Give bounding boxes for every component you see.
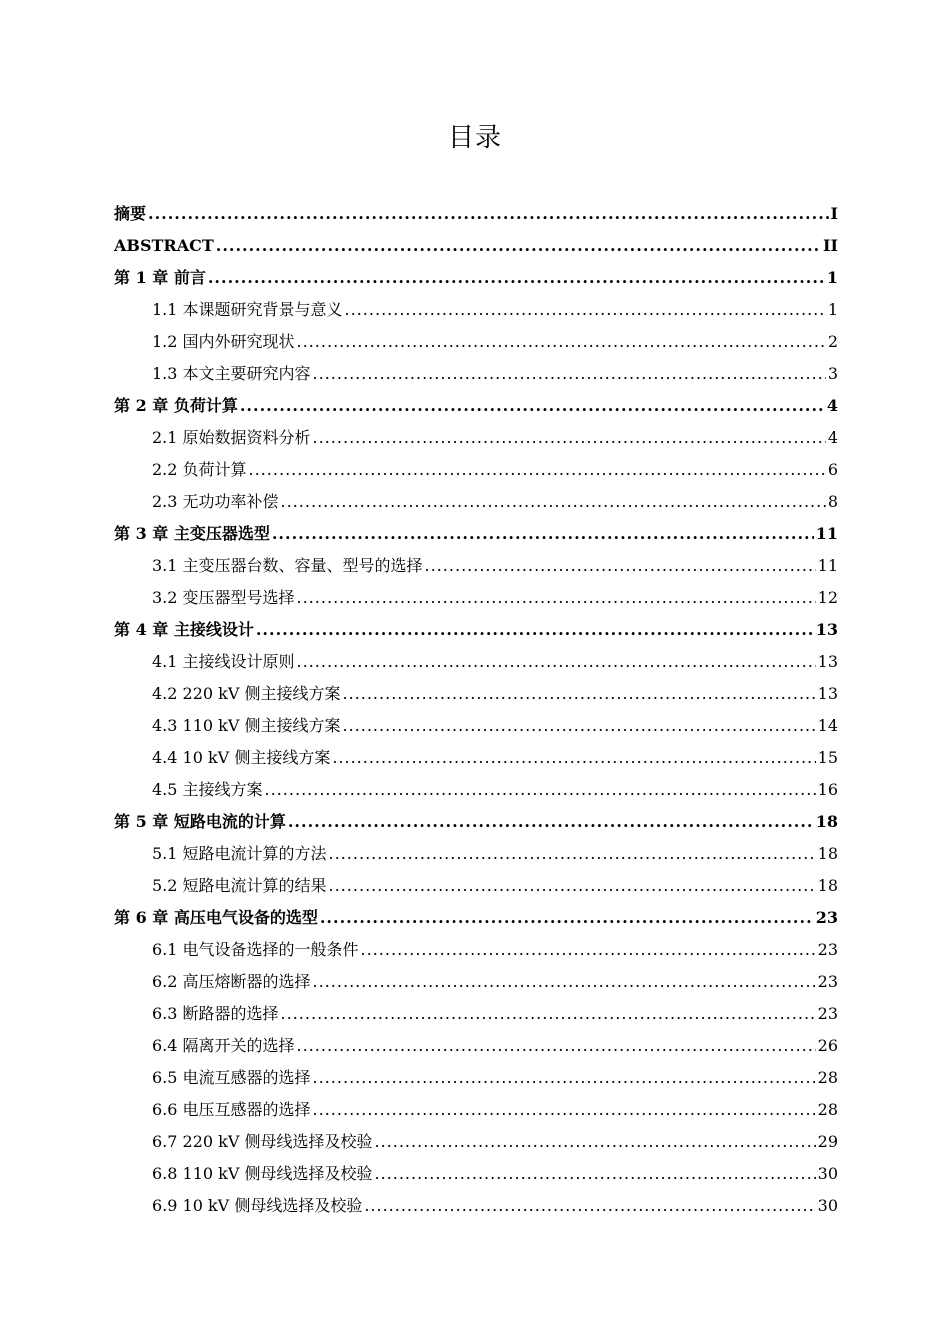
toc-entry-page-number: 30 bbox=[817, 1196, 838, 1215]
toc-section-entry[interactable] bbox=[114, 1028, 838, 1060]
toc-entry-label: 6.3 断路器的选择 bbox=[152, 1004, 279, 1023]
toc-dot-leader bbox=[329, 844, 816, 868]
toc-section-entry[interactable] bbox=[114, 580, 838, 612]
toc-title: 目录 bbox=[447, 123, 502, 153]
toc-entry-page-number: 23 bbox=[817, 940, 838, 959]
toc-entry-label: 6.4 隔离开关的选择 bbox=[152, 1036, 295, 1055]
toc-entry-page-number: I bbox=[830, 204, 838, 223]
toc-section-entry[interactable] bbox=[114, 420, 838, 452]
toc-section-entry[interactable] bbox=[114, 1156, 838, 1188]
toc-dot-leader bbox=[249, 460, 826, 484]
toc-entry-label: 第 1 章 前言 bbox=[114, 268, 206, 287]
toc-entry-page-number: 13 bbox=[815, 620, 838, 639]
toc-entry-label: 3.1 主变压器台数、容量、型号的选择 bbox=[152, 556, 423, 575]
toc-dot-leader bbox=[313, 1100, 816, 1124]
toc-section-entry[interactable] bbox=[114, 484, 838, 516]
toc-entry-page-number: 26 bbox=[817, 1036, 838, 1055]
toc-chapter-entry[interactable] bbox=[114, 516, 838, 548]
toc-entry-label: 6.2 高压熔断器的选择 bbox=[152, 972, 311, 991]
toc-entry-page-number: II bbox=[823, 236, 838, 255]
toc-dot-leader bbox=[240, 396, 825, 420]
toc-chapter-entry[interactable] bbox=[114, 804, 838, 836]
toc-dot-leader bbox=[148, 204, 829, 228]
toc-entry-page-number: 11 bbox=[817, 556, 838, 575]
toc-section-entry[interactable] bbox=[114, 1060, 838, 1092]
toc-dot-leader bbox=[281, 1004, 816, 1028]
toc-entry-page-number: 23 bbox=[817, 1004, 838, 1023]
toc-entry-page-number: 13 bbox=[817, 652, 838, 671]
toc-dot-leader bbox=[375, 1132, 816, 1156]
toc-dot-leader bbox=[313, 1068, 816, 1092]
toc-entry-page-number: 23 bbox=[815, 908, 838, 927]
toc-entry-label: 5.1 短路电流计算的方法 bbox=[152, 844, 327, 863]
toc-chapter-entry[interactable] bbox=[114, 388, 838, 420]
toc-entry-label: 第 4 章 主接线设计 bbox=[114, 620, 254, 639]
toc-entry-label: 4.1 主接线设计原则 bbox=[152, 652, 295, 671]
toc-dot-leader bbox=[272, 524, 814, 548]
toc-chapter-entry[interactable] bbox=[114, 228, 838, 260]
toc-entry-page-number: 12 bbox=[817, 588, 838, 607]
toc-chapter-entry[interactable] bbox=[114, 260, 838, 292]
toc-entry-page-number: 4 bbox=[827, 428, 838, 447]
toc-section-entry[interactable] bbox=[114, 772, 838, 804]
toc-section-entry[interactable] bbox=[114, 452, 838, 484]
toc-dot-leader bbox=[343, 716, 816, 740]
toc-dot-leader bbox=[345, 300, 826, 324]
toc-entry-page-number: 6 bbox=[827, 460, 838, 479]
toc-entry-label: 5.2 短路电流计算的结果 bbox=[152, 876, 327, 895]
toc-section-entry[interactable] bbox=[114, 676, 838, 708]
toc-dot-leader bbox=[425, 556, 816, 580]
toc-section-entry[interactable] bbox=[114, 644, 838, 676]
toc-section-entry[interactable] bbox=[114, 996, 838, 1028]
toc-entry-label: 4.5 主接线方案 bbox=[152, 780, 263, 799]
toc-entry-page-number: 29 bbox=[817, 1132, 838, 1151]
toc-entry-page-number: 8 bbox=[827, 492, 838, 511]
toc-entry-label: 2.2 负荷计算 bbox=[152, 460, 247, 479]
toc-dot-leader bbox=[256, 620, 814, 644]
toc-dot-leader bbox=[313, 364, 826, 388]
toc-entry-page-number: 14 bbox=[817, 716, 838, 735]
toc-entry-label: 1.3 本文主要研究内容 bbox=[152, 364, 311, 383]
toc-entry-label: 2.1 原始数据资料分析 bbox=[152, 428, 311, 447]
toc-section-entry[interactable] bbox=[114, 932, 838, 964]
toc-entry-label: 2.3 无功功率补偿 bbox=[152, 492, 279, 511]
toc-entry-page-number: 15 bbox=[817, 748, 838, 767]
toc-dot-leader bbox=[313, 428, 826, 452]
toc-chapter-entry[interactable] bbox=[114, 612, 838, 644]
toc-entry-label: 6.1 电气设备选择的一般条件 bbox=[152, 940, 359, 959]
toc-entry-page-number: 23 bbox=[817, 972, 838, 991]
toc-entry-label: 第 3 章 主变压器选型 bbox=[114, 524, 270, 543]
toc-entry-page-number: 2 bbox=[827, 332, 838, 351]
toc-dot-leader bbox=[313, 972, 816, 996]
toc-section-entry[interactable] bbox=[114, 324, 838, 356]
toc-entry-page-number: 28 bbox=[817, 1068, 838, 1087]
toc-entry-label: 4.4 10 kV 侧主接线方案 bbox=[152, 748, 331, 767]
toc-dot-leader bbox=[364, 1196, 815, 1220]
toc-entry-label: 6.8 110 kV 侧母线选择及校验 bbox=[152, 1164, 373, 1183]
toc-dot-leader bbox=[281, 492, 826, 516]
toc-section-entry[interactable] bbox=[114, 292, 838, 324]
toc-dot-leader bbox=[208, 268, 825, 292]
toc-entry-page-number: 3 bbox=[827, 364, 838, 383]
toc-section-entry[interactable] bbox=[114, 548, 838, 580]
toc-entry-page-number: 4 bbox=[826, 396, 838, 415]
toc-entry-page-number: 1 bbox=[827, 300, 838, 319]
toc-entry-page-number: 18 bbox=[817, 876, 838, 895]
toc-dot-leader bbox=[297, 332, 826, 356]
toc-entry-label: 6.9 10 kV 侧母线选择及校验 bbox=[152, 1196, 363, 1215]
toc-chapter-entry[interactable] bbox=[114, 196, 838, 228]
toc-dot-leader bbox=[320, 908, 814, 932]
toc-entry-label: 第 6 章 高压电气设备的选型 bbox=[114, 908, 318, 927]
toc-dot-leader bbox=[329, 876, 816, 900]
toc-dot-leader bbox=[343, 684, 816, 708]
toc-dot-leader bbox=[297, 1036, 816, 1060]
toc-chapter-entry[interactable] bbox=[114, 900, 838, 932]
toc-dot-leader bbox=[375, 1164, 816, 1188]
toc-entry-label: 第 2 章 负荷计算 bbox=[114, 396, 238, 415]
toc-entry-label: 第 5 章 短路电流的计算 bbox=[114, 812, 286, 831]
toc-entry-label: 6.5 电流互感器的选择 bbox=[152, 1068, 311, 1087]
table-of-contents bbox=[114, 196, 838, 1220]
toc-entry-page-number: 1 bbox=[826, 268, 838, 287]
toc-entry-page-number: 18 bbox=[817, 844, 838, 863]
toc-entry-page-number: 13 bbox=[817, 684, 838, 703]
toc-entry-page-number: 28 bbox=[817, 1100, 838, 1119]
toc-dot-leader bbox=[288, 812, 814, 836]
toc-entry-label: 3.2 变压器型号选择 bbox=[152, 588, 295, 607]
toc-entry-page-number: 11 bbox=[815, 524, 838, 543]
toc-section-entry[interactable] bbox=[114, 964, 838, 996]
toc-dot-leader bbox=[332, 748, 815, 772]
toc-entry-label: 1.1 本课题研究背景与意义 bbox=[152, 300, 343, 319]
toc-dot-leader bbox=[216, 236, 821, 260]
toc-entry-label: 4.2 220 kV 侧主接线方案 bbox=[152, 684, 341, 703]
toc-dot-leader bbox=[297, 588, 816, 612]
toc-entry-page-number: 30 bbox=[817, 1164, 838, 1183]
toc-section-entry[interactable] bbox=[114, 1188, 838, 1220]
toc-dot-leader bbox=[361, 940, 816, 964]
toc-section-entry[interactable] bbox=[114, 836, 838, 868]
toc-section-entry[interactable] bbox=[114, 740, 838, 772]
toc-section-entry[interactable] bbox=[114, 1124, 838, 1156]
toc-section-entry[interactable] bbox=[114, 868, 838, 900]
toc-entry-label: 6.7 220 kV 侧母线选择及校验 bbox=[152, 1132, 373, 1151]
toc-entry-label: 6.6 电压互感器的选择 bbox=[152, 1100, 311, 1119]
toc-section-entry[interactable] bbox=[114, 356, 838, 388]
toc-entry-label: 摘要 bbox=[114, 204, 147, 223]
toc-entry-page-number: 18 bbox=[815, 812, 838, 831]
toc-dot-leader bbox=[265, 780, 816, 804]
toc-entry-label: ABSTRACT bbox=[114, 236, 214, 255]
toc-entry-label: 1.2 国内外研究现状 bbox=[152, 332, 295, 351]
toc-entry-label: 4.3 110 kV 侧主接线方案 bbox=[152, 716, 341, 735]
toc-dot-leader bbox=[297, 652, 816, 676]
toc-entry-page-number: 16 bbox=[817, 780, 838, 799]
toc-section-entry[interactable] bbox=[114, 1092, 838, 1124]
toc-section-entry[interactable] bbox=[114, 708, 838, 740]
